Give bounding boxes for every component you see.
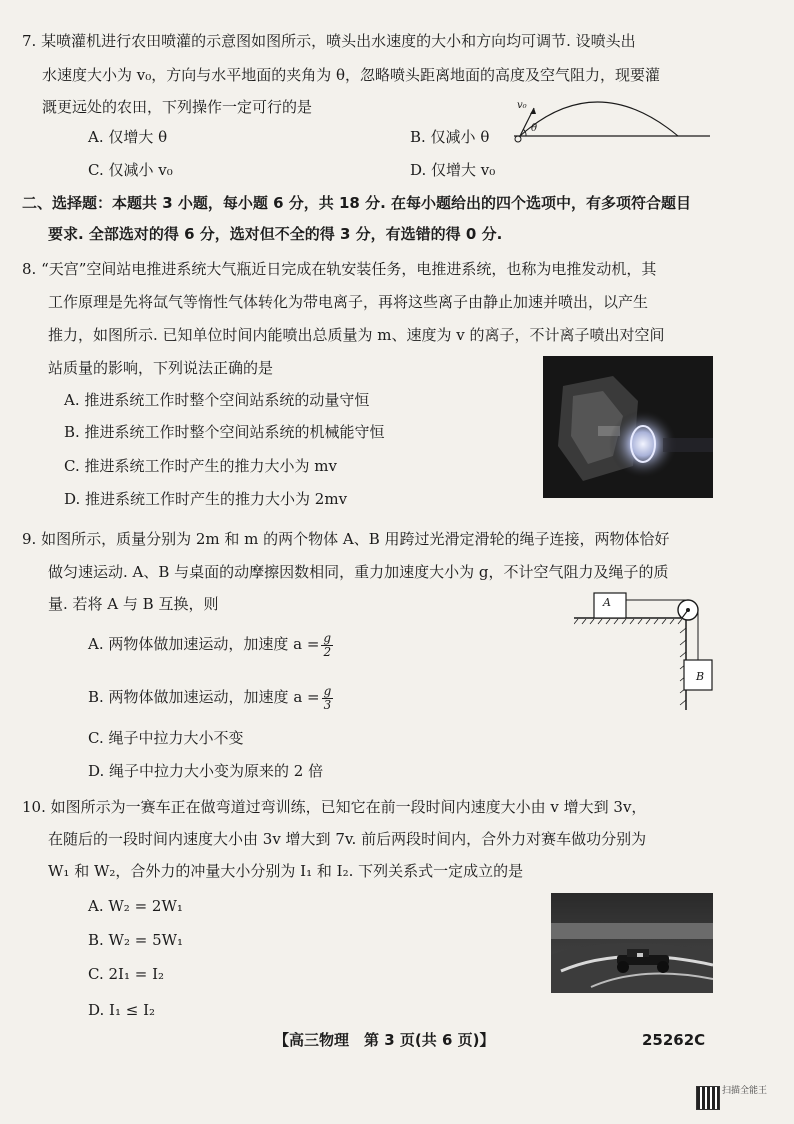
q9-option-b [88,685,333,711]
q8-line-4: 站质量的影响，下列说法正确的是 [48,359,274,377]
q9-option-a-text: A. 两物体做加速运动，加速度 a = [88,635,320,654]
q8-line-2: 工作原理是先将氙气等惰性气体转化为带电离子，再将这些离子由静止加速并喷出，以产生 [48,293,649,311]
scanner-watermark: 扫描全能王 [722,1086,768,1096]
fraction-g-over-2: $\frac{g}{2}$ [323,631,332,659]
q8-option-c: C. 推进系统工作时产生的推力大小为 mv [64,457,337,475]
race-car-photo [551,893,713,993]
q7-line-2: 水速度大小为 v₀，方向与水平地面的夹角为 θ，忽略喷头距离地面的高度及空气阻力，现要灌 [42,66,661,84]
section2-line-2: 要求. 全部选对的得 6 分，选对但不全的得 3 分，有选错的得 0 分. [48,225,503,243]
pulley-blocks-figure [574,588,724,714]
q10-option-c: C. 2I₁ = I₂ [88,965,165,983]
block-b-label: B [696,670,705,683]
q8-option-b: B. 推进系统工作时整个空间站系统的机械能守恒 [64,423,385,441]
q7-option-c: C. 仅减小 v₀ [88,161,173,179]
q10-line-3: W₁ 和 W₂，合外力的冲量大小分别为 I₁ 和 I₂. 下列关系式一定成立的是 [48,862,524,880]
fraction-g-over-3: $\frac{g}{3}$ [323,684,332,712]
q10-option-d: D. I₁ ≤ I₂ [88,1001,156,1019]
figure-v0-label: v₀ [517,100,527,111]
sprinkler-trajectory-figure [506,94,712,148]
section2-line-1: 二、选择题：本题共 3 小题，每小题 6 分，共 18 分. 在每小题给出的四个选项中，有多项符合题目 [22,194,692,212]
paper-code: 25262C [642,1031,706,1049]
q10-option-a: A. W₂ = 2W₁ [88,897,183,915]
q10-option-b: B. W₂ = 5W₁ [88,931,184,949]
block-a-label: A [603,596,611,609]
q9-option-c: C. 绳子中拉力大小不变 [88,729,244,747]
q9-line-2: 做匀速运动. A、B 与桌面的动摩擦因数相同，重力加速度大小为 g，不计空气阻力及绳子的质 [48,563,669,581]
q8-line-3: 推力，如图所示. 已知单位时间内能喷出总质量为 m、速度为 v 的离子，不计离子喷出对空间 [48,326,665,344]
q7-option-d: D. 仅增大 v₀ [410,161,496,179]
q8-option-d: D. 推进系统工作时产生的推力大小为 2mv [64,490,348,508]
q9-line-1: 9. 如图所示，质量分别为 2m 和 m 的两个物体 A、B 用跨过光滑定滑轮的绳子连接，两物体恰好 [22,530,670,548]
page-footer: 【高三物理 第 3 页(共 6 页)】 [274,1031,495,1049]
q7-line-1: 7. 某喷灌机进行农田喷灌的示意图如图所示，喷头出水速度的大小和方向均可调节. 设喷头出 [22,32,636,50]
q7-option-b: B. 仅减小 θ [410,128,490,146]
q7-line-3: 溉更远处的农田，下列操作一定可行的是 [42,98,313,116]
q10-line-2: 在随后的一段时间内速度大小由 3v 增大到 7v. 前后两段时间内，合外力对赛车做功分别为 [48,830,647,848]
q8-option-a: A. 推进系统工作时整个空间站系统的动量守恒 [64,391,370,409]
q9-line-3: 量. 若将 A 与 B 互换，则 [48,595,219,613]
ion-thruster-photo [543,356,713,498]
q9-option-d: D. 绳子中拉力大小变为原来的 2 倍 [88,762,324,780]
q8-line-1: 8. “天宫”空间站电推进系统大气瓶近日完成在轨安装任务，电推进系统，也称为电推发动机，其 [22,260,657,278]
qr-code-icon [696,1086,720,1110]
q9-option-b-text: B. 两物体做加速运动，加速度 a = [88,688,320,707]
q9-option-a [88,632,333,658]
figure-theta-label: θ [531,123,538,134]
q10-line-1: 10. 如图所示为一赛车正在做弯道过弯训练，已知它在前一段时间内速度大小由 v 增大到 3v， [22,798,647,816]
q7-option-a: A. 仅增大 θ [88,128,168,146]
